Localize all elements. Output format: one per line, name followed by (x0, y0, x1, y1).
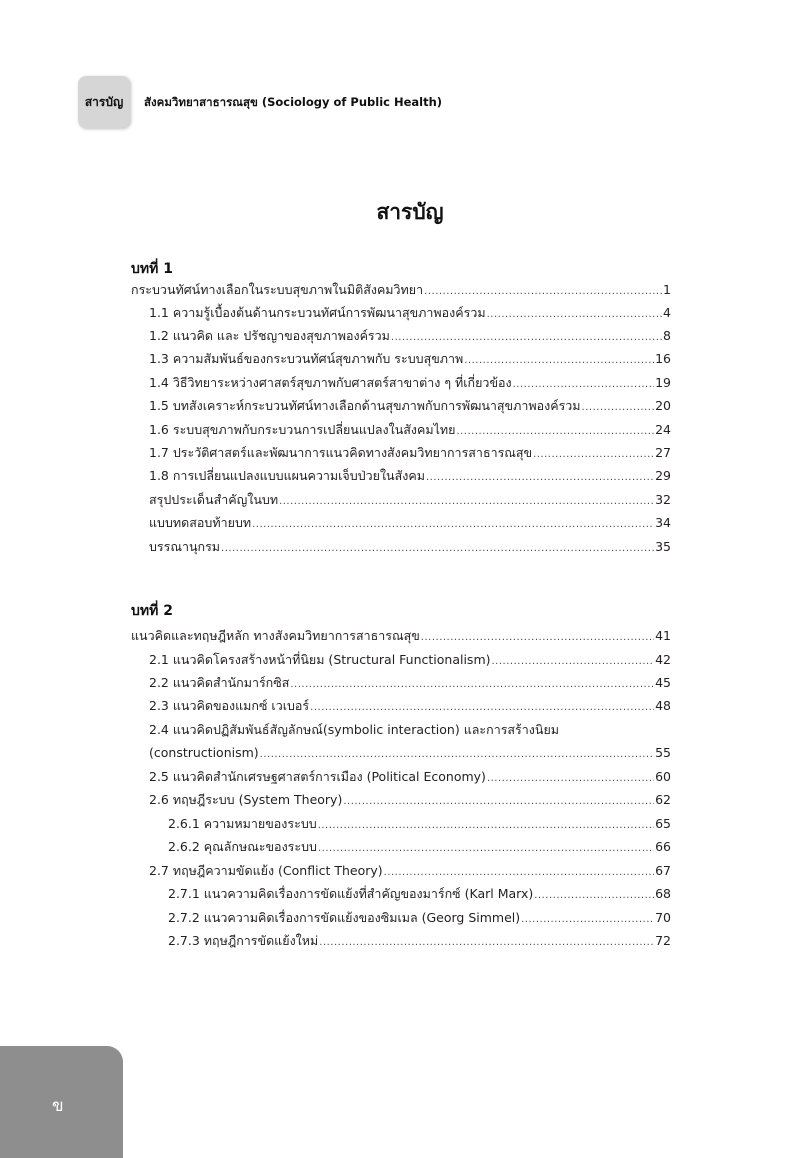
toc-entry-page: 45 (655, 675, 671, 690)
toc-entry[interactable] (149, 375, 671, 393)
toc-entry[interactable] (168, 816, 671, 834)
toc-entry-text: 1.4 วิธีวิทยาระหว่างศาสตร์สุขภาพกับศาสตร์สาขาต่าง ๆ ที่เกี่ยวข้อง (149, 375, 512, 390)
leader-dots (252, 517, 654, 533)
leader-dots (290, 677, 654, 693)
toc-entry[interactable] (168, 910, 671, 928)
toc-entry-text: 1.5 บทสังเคราะห์กระบวนทัศน์ทางเลือกด้านสุขภาพกับการพัฒนาสุขภาพองค์รวม (149, 398, 581, 413)
toc-entry-text: 2.5 แนวคิดสำนักเศรษฐศาสตร์การเมือง (Political Economy) (149, 769, 486, 784)
toc-entry[interactable] (149, 675, 671, 693)
toc-entry-page: 32 (655, 492, 671, 507)
toc-entry-page: 29 (655, 468, 671, 483)
toc-entry[interactable] (168, 839, 671, 857)
leader-dots (384, 865, 654, 881)
chapter-1-heading: บทที่ 1 (131, 261, 173, 277)
toc-entry-page: 48 (655, 698, 671, 713)
toc-entry[interactable] (149, 445, 671, 463)
toc-entry[interactable] (149, 422, 671, 440)
toc-entry[interactable] (149, 515, 671, 533)
toc-entry[interactable] (149, 652, 671, 670)
toc-entry-text: 1.6 ระบบสุขภาพกับกระบวนการเปลี่ยนแปลงในสังคมไทย (149, 422, 456, 437)
leader-dots (343, 794, 654, 810)
leader-dots (513, 377, 654, 393)
toc-entry-text: 2.1 แนวคิดโครงสร้างหน้าที่นิยม (Structural Functionalism) (149, 652, 491, 667)
toc-entry-page: 72 (655, 933, 671, 948)
toc-entry-page: 16 (655, 351, 671, 366)
toc-entry[interactable] (149, 745, 671, 763)
toc-entry[interactable] (149, 492, 671, 510)
toc-entry[interactable] (149, 351, 671, 369)
toc-entry-page: 55 (655, 745, 671, 760)
toc-entry-text: 2.6.2 คุณลักษณะของระบบ (168, 839, 317, 854)
leader-dots (318, 818, 654, 834)
toc-entry[interactable] (131, 282, 671, 300)
leader-dots (310, 700, 654, 716)
toc-entry-text: สรุปประเด็นสำคัญในบท (149, 492, 279, 507)
toc-entry-page: 42 (655, 652, 671, 667)
toc-entry-text: (constructionism) (149, 745, 259, 760)
leader-dots (456, 424, 654, 440)
toc-entry-text: 2.2 แนวคิดสำนักมาร์กซิส (149, 675, 290, 690)
toc-entry-text: 1.7 ประวัติศาสตร์และพัฒนาการแนวคิดทางสังคมวิทยาการสาธารณสุข (149, 445, 533, 460)
toc-entry-text: 1.2 แนวคิด และ ปรัชญาของสุขภาพองค์รวม (149, 328, 390, 343)
toc-entry-text: 1.1 ความรู้เบื้องต้นด้านกระบวนทัศน์การพัฒนาสุขภาพองค์รวม (149, 305, 486, 320)
page-number: ข (52, 1096, 64, 1116)
toc-entry-page: 62 (655, 792, 671, 807)
toc-entry[interactable] (149, 398, 671, 416)
toc-entry-page: 67 (655, 863, 671, 878)
toc-entry-text: 2.7.2 แนวความคิดเรื่องการขัดแย้งของซิมเมล (Georg Simmel) (168, 910, 521, 925)
toc-entry-page: 41 (655, 628, 671, 643)
toc-entry-page: 34 (655, 515, 671, 530)
toc-entry-text: 1.3 ความสัมพันธ์ของกระบวนทัศน์สุขภาพกับ ระบบสุขภาพ (149, 351, 464, 366)
leader-dots (487, 771, 654, 787)
toc-entry-text: 2.6 ทฤษฎีระบบ (System Theory) (149, 792, 343, 807)
leader-dots (279, 494, 654, 510)
leader-dots (492, 654, 655, 670)
toc-entry-text: 2.7.1 แนวความคิดเรื่องการขัดแย้งที่สำคัญของมาร์กซ์ (Karl Marx) (168, 886, 534, 901)
toc-entry[interactable] (168, 933, 671, 951)
toc-entry-text: แนวคิดและทฤษฎีหลัก ทางสังคมวิทยาการสาธารณสุข (131, 628, 420, 643)
page-title: สารบัญ (376, 200, 444, 224)
toc-entry-page: 70 (655, 910, 671, 925)
toc-entry-page: 68 (655, 886, 671, 901)
toc-entry-page: 24 (655, 422, 671, 437)
toc-entry[interactable] (149, 698, 671, 716)
leader-dots (533, 447, 654, 463)
toc-entry-page: 1 (663, 282, 671, 297)
leader-dots (464, 353, 654, 369)
toc-entry-page: 35 (655, 539, 671, 554)
toc-entry-page: 60 (655, 769, 671, 784)
leader-dots (521, 912, 654, 928)
toc-entry-text[interactable]: 2.4 แนวคิดปฏิสัมพันธ์สัญลักษณ์(symbolic interaction) และการสร้างนิยม (149, 722, 560, 737)
running-header-title: สังคมวิทยาสาธารณสุข (Sociology of Public Health) (144, 95, 443, 109)
section-tab-label: สารบัญ (84, 94, 124, 109)
toc-entry[interactable] (149, 769, 671, 787)
toc-entry-text: 2.3 แนวคิดของแมกซ์ เวเบอร์ (149, 698, 310, 713)
toc-entry-text: 2.7 ทฤษฎีความขัดแย้ง (Conflict Theory) (149, 863, 383, 878)
leader-dots (487, 307, 662, 323)
toc-entry-text: แบบทดสอบท้ายบท (149, 515, 252, 530)
leader-dots (221, 541, 654, 557)
leader-dots (424, 284, 662, 300)
toc-entry[interactable] (131, 628, 671, 646)
toc-entry-page: 27 (655, 445, 671, 460)
toc-entry-text: 2.6.1 ความหมายของระบบ (168, 816, 317, 831)
toc-entry-page: 8 (663, 328, 671, 343)
toc-entry-page: 20 (655, 398, 671, 413)
toc-entry-text: บรรณานุกรม (149, 539, 221, 554)
chapter-2-heading: บทที่ 2 (131, 603, 173, 619)
toc-entry[interactable] (149, 539, 671, 557)
toc-entry[interactable] (149, 305, 671, 323)
leader-dots (319, 935, 654, 951)
toc-entry-text: 1.8 การเปลี่ยนแปลงแบบแผนความเจ็บป่วยในสังคม (149, 468, 425, 483)
toc-entry[interactable] (168, 886, 671, 904)
toc-entry-page: 19 (655, 375, 671, 390)
leader-dots (426, 470, 654, 486)
section-tab (78, 76, 130, 128)
leader-dots (421, 630, 654, 646)
toc-entry[interactable] (149, 863, 671, 881)
toc-entry-text: 2.7.3 ทฤษฎีการขัดแย้งใหม่ (168, 933, 319, 948)
leader-dots (260, 747, 654, 763)
leader-dots (391, 330, 662, 346)
toc-entry-page: 66 (655, 839, 671, 854)
toc-entry-page: 4 (663, 305, 671, 320)
toc-entry[interactable] (149, 468, 671, 486)
leader-dots (318, 841, 654, 857)
toc-entry[interactable] (149, 328, 671, 346)
toc-entry[interactable] (149, 792, 671, 810)
leader-dots (534, 888, 654, 904)
leader-dots (582, 400, 655, 416)
toc-entry-text: กระบวนทัศน์ทางเลือกในระบบสุขภาพในมิติสังคมวิทยา (131, 282, 424, 297)
toc-entry-page: 65 (655, 816, 671, 831)
